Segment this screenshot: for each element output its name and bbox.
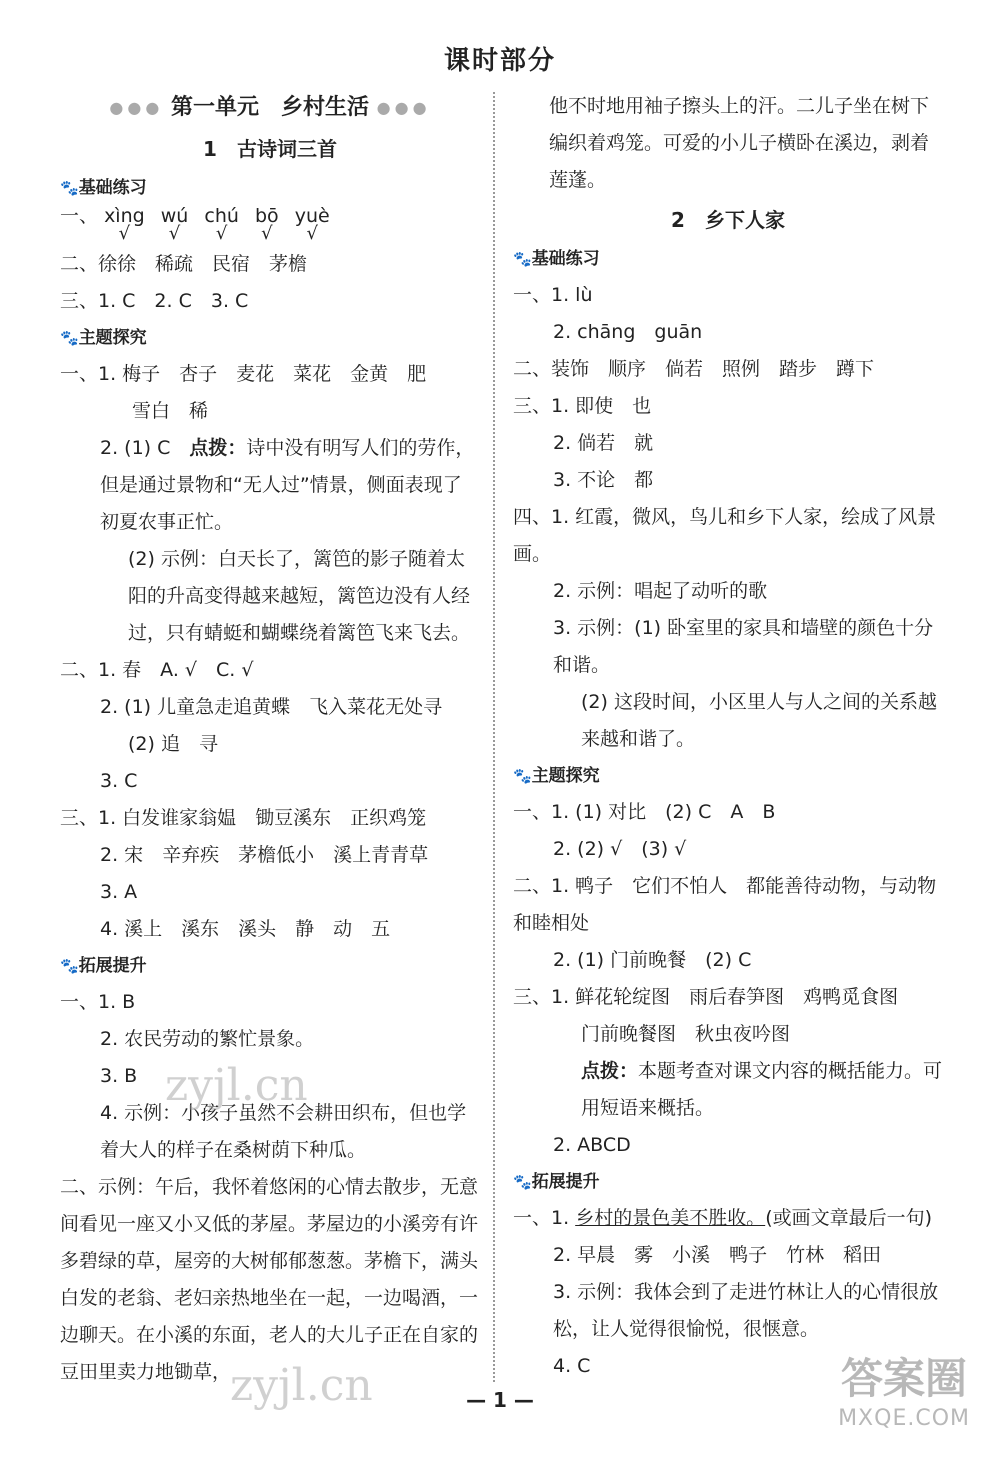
answer-line: 2. (1) 门前晚餐 (2) C (553, 949, 752, 971)
pinyin-item: bō √ (254, 205, 279, 244)
answer-line: 二、1. 鸭子 它们不怕人 都能善待动物，与动物和睦相处 (513, 875, 937, 934)
answer-line: 二、徐徐 稀疏 民宿 茅檐 (60, 253, 308, 275)
paw-icon: 🐾 (60, 179, 79, 197)
answer-line: 三、1. C 2. C 3. C (60, 290, 249, 312)
section-extend: 🐾拓展提升 (513, 1172, 600, 1192)
answer-line: 二、装饰 顺序 倘若 照例 踏步 蹲下 (513, 358, 875, 380)
answer-line: 三、1. 鲜花轮绽图 雨后春笋图 鸡鸭觅食图 (513, 986, 899, 1008)
answer-line: 2. (1) 儿童急走追黄蝶 飞入菜花无处寻 (100, 696, 443, 718)
watermark: zyjl.cn (230, 1360, 373, 1411)
answer-line: 一、1. 梅子 杏子 麦花 菜花 金黄 肥 (60, 363, 427, 385)
answer-line: 一、1. lù (513, 284, 593, 306)
answer-line: 4. 示例：小孩子虽然不会耕田织布，但也学着大人的样子在桑树荫下种瓜。 (100, 1102, 467, 1161)
lesson-heading: 2 乡下人家 (671, 208, 785, 232)
answer-line: (2) 追 寻 (128, 733, 218, 755)
answer-line: 2. 宋 辛弃疾 茅檐低小 溪上青青草 (100, 844, 429, 866)
answer-line: 4. C (553, 1355, 591, 1377)
dots-decoration: ●●● (376, 98, 431, 117)
paw-icon: 🐾 (513, 250, 532, 268)
answer-line: 2. (1) C 点拨：诗中没有明写人们的劳作，但是通过景物和“无人过”情景，侧面表现了初夏农事正忙。 (100, 437, 475, 533)
answer-line: 2. 早晨 雾 小溪 鸭子 竹林 稻田 (553, 1244, 882, 1266)
left-column (60, 88, 480, 1391)
answer-line: 2. 示例：唱起了动听的歌 (553, 580, 768, 602)
section-basic: 🐾基础练习 (513, 249, 600, 269)
section-theme: 🐾主题探究 (60, 328, 147, 348)
lesson-heading: 1 古诗词三首 (203, 137, 337, 161)
answer-line: 一、1. (1) 对比 (2) C A B (513, 801, 776, 823)
answer-line: 2. 倘若 就 (553, 432, 654, 454)
answer-line: 2. ABCD (553, 1134, 631, 1156)
site-logo: 答案圈 MXQE.COM (838, 1354, 970, 1431)
answer-line: 3. 不论 都 (553, 469, 654, 491)
answer-line: 四、1. 红霞，微风，鸟儿和乡下人家，绘成了风景画。 (513, 506, 937, 565)
pinyin-item: yuè √ (294, 205, 330, 244)
answer-line: 雪白 稀 (132, 400, 209, 422)
answer-line: 一、1. B (60, 991, 136, 1013)
paw-icon: 🐾 (513, 1173, 532, 1191)
answer-line: 2. chāng guān (553, 321, 703, 343)
section-basic: 🐾基础练习 (60, 178, 147, 198)
answer-line: 门前晚餐图 秋虫夜吟图 (581, 1023, 791, 1045)
answer-line: 4. 溪上 溪东 溪头 静 动 五 (100, 918, 391, 940)
answer-line: 3. 示例：(1) 卧室里的家具和墙壁的颜色十分和谐。 (553, 617, 934, 676)
answer-line: 2. 农民劳动的繁忙景象。 (100, 1028, 315, 1050)
answer-line: 2. (2) √ (3) √ (553, 838, 687, 860)
right-column (513, 88, 943, 1385)
answer-line: 3. B (100, 1065, 138, 1087)
answer-line: (2) 这段时间，小区里人与人之间的关系越来越和谐了。 (581, 691, 937, 750)
answer-line: 三、1. 白发谁家翁媪 锄豆溪东 正织鸡笼 (60, 807, 427, 829)
pinyin-item: chú √ (204, 205, 239, 244)
answer-paragraph: 二、示例：午后，我怀着悠闲的心情去散步，无意间看见一座又小又低的茅屋。茅屋边的小溪旁有许多碧绿的草，屋旁的大树郁郁葱葱。茅檐下，满头白发的老翁、老妇亲热地坐在一起，一边喝酒，一边聊天。在小溪的东面，老人的大儿子正在自家的豆田里卖力地锄草， (60, 1176, 479, 1383)
paw-icon: 🐾 (513, 767, 532, 785)
dots-decoration: ●●● (109, 98, 164, 117)
answer-line: 点拨：本题考查对课文内容的概括能力。可用短语来概括。 (581, 1060, 943, 1119)
answer-line: 3. A (100, 881, 138, 903)
answer-line: (2) 示例：白天长了，篱笆的影子随着太阳的升高变得越来越短，篱笆边没有人经过，只有蜻蜓和蝴蝶绕着篱笆飞来飞去。 (128, 548, 471, 644)
answer-line: 3. C (100, 770, 138, 792)
answer-line: 二、1. 春 A. √ C. √ (60, 659, 254, 681)
column-divider (493, 92, 495, 1382)
unit-heading: ●●● 第一单元 乡村生活 ●●● (109, 95, 431, 120)
page-number: — 1 — (466, 1388, 534, 1412)
answer-paragraph: 他不时地用袖子擦头上的汗。二儿子坐在树下编织着鸡笼。可爱的小儿子横卧在溪边，剥着莲蓬。 (549, 95, 930, 191)
paw-icon: 🐾 (60, 329, 79, 347)
watermark: zyjl.cn (165, 1060, 308, 1111)
page-title: 课时部分 (443, 46, 556, 76)
section-theme: 🐾主题探究 (513, 766, 600, 786)
pinyin-item: xìng √ (104, 205, 145, 244)
answer-line: 三、1. 即使 也 (513, 395, 652, 417)
pinyin-row: 一、 xìng √ wú √ chú √ bō √ yuè √ (60, 205, 330, 244)
paw-icon: 🐾 (60, 957, 79, 975)
pinyin-item: wú √ (160, 205, 189, 244)
answer-line: 3. 示例：我体会到了走进竹林让人的心情很放松，让人觉得很愉悦，很惬意。 (553, 1281, 939, 1340)
answer-line: 一、1. 乡村的景色美不胜收。(或画文章最后一句) (513, 1207, 933, 1229)
section-extend: 🐾拓展提升 (60, 956, 147, 976)
